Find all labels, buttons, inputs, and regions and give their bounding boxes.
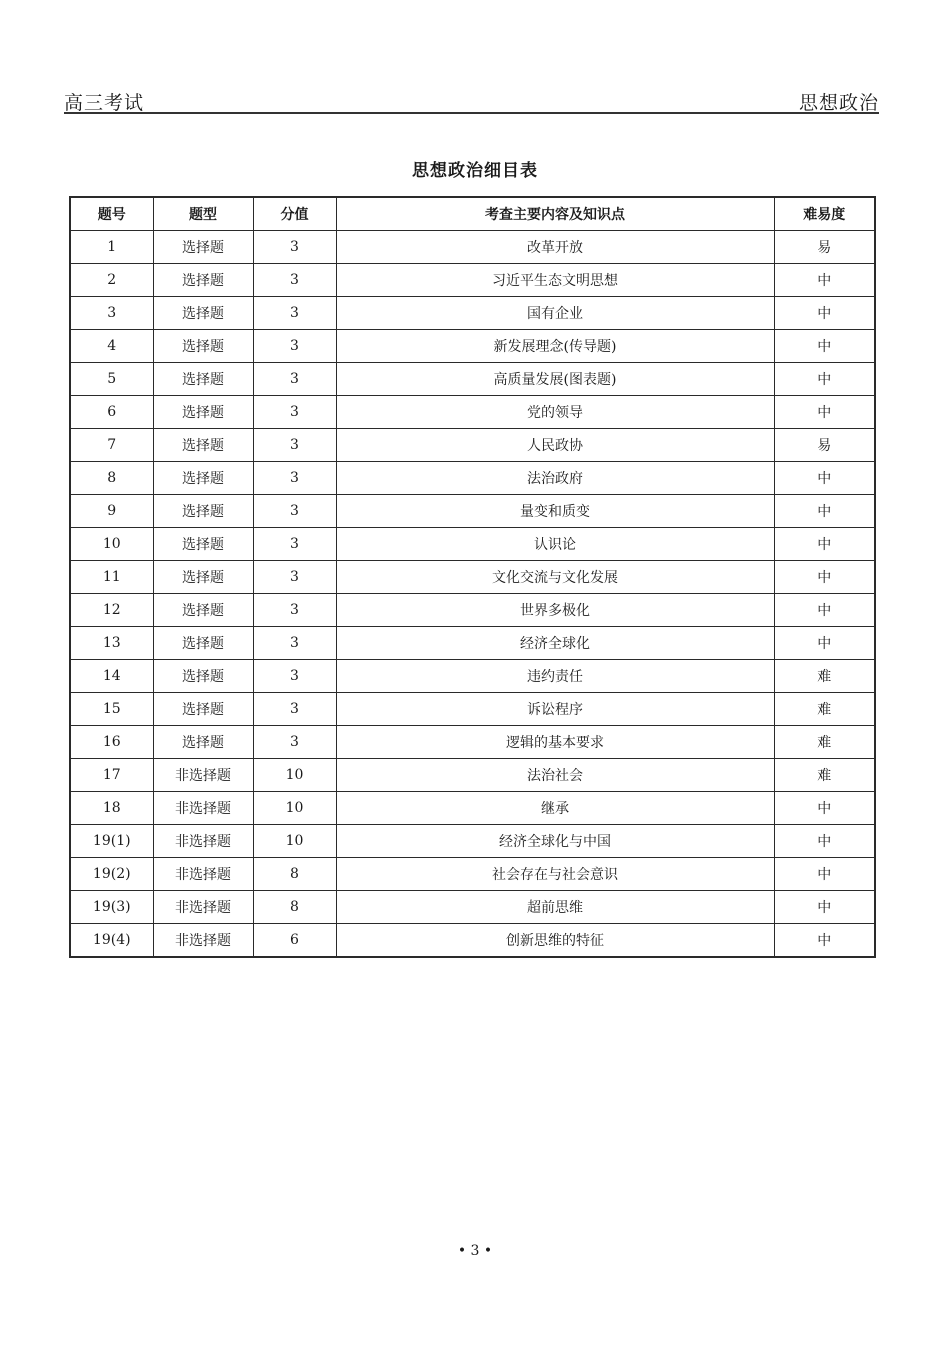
score-cell: 3 <box>253 660 336 693</box>
content-cell: 超前思维 <box>336 891 774 924</box>
content-cell: 改革开放 <box>336 231 774 264</box>
table-row <box>70 825 875 858</box>
question-number-cell: 8 <box>70 462 153 495</box>
difficulty-cell: 中 <box>774 627 875 660</box>
table-row <box>70 660 875 693</box>
content-cell: 法治政府 <box>336 462 774 495</box>
question-number-cell: 10 <box>70 528 153 561</box>
question-number-cell: 17 <box>70 759 153 792</box>
question-number-cell: 5 <box>70 363 153 396</box>
table-row <box>70 495 875 528</box>
table-body <box>70 231 875 958</box>
table-row <box>70 297 875 330</box>
question-number-cell: 12 <box>70 594 153 627</box>
table-row <box>70 924 875 958</box>
difficulty-cell: 中 <box>774 528 875 561</box>
difficulty-cell: 中 <box>774 561 875 594</box>
score-cell: 8 <box>253 858 336 891</box>
page-number: • 3 • <box>457 1243 493 1259</box>
question-type-cell: 非选择题 <box>153 825 253 858</box>
table-row <box>70 693 875 726</box>
content-cell: 习近平生态文明思想 <box>336 264 774 297</box>
question-type-cell: 选择题 <box>153 462 253 495</box>
question-number-cell: 16 <box>70 726 153 759</box>
content-cell: 逻辑的基本要求 <box>336 726 774 759</box>
difficulty-cell: 中 <box>774 594 875 627</box>
column-header-question-number: 题号 <box>70 197 153 231</box>
question-number-cell: 19(4) <box>70 924 153 958</box>
table-row <box>70 330 875 363</box>
detail-table <box>69 196 876 958</box>
question-type-cell: 选择题 <box>153 561 253 594</box>
score-cell: 3 <box>253 231 336 264</box>
score-cell: 10 <box>253 825 336 858</box>
question-type-cell: 选择题 <box>153 231 253 264</box>
content-cell: 量变和质变 <box>336 495 774 528</box>
difficulty-cell: 中 <box>774 495 875 528</box>
question-number-cell: 2 <box>70 264 153 297</box>
difficulty-cell: 中 <box>774 858 875 891</box>
exam-name: 高三考试 <box>64 92 145 114</box>
score-cell: 8 <box>253 891 336 924</box>
question-type-cell: 选择题 <box>153 297 253 330</box>
score-cell: 10 <box>253 759 336 792</box>
table-row <box>70 594 875 627</box>
question-number-cell: 1 <box>70 231 153 264</box>
column-header-content: 考查主要内容及知识点 <box>336 197 774 231</box>
question-number-cell: 4 <box>70 330 153 363</box>
question-number-cell: 11 <box>70 561 153 594</box>
content-cell: 世界多极化 <box>336 594 774 627</box>
table-row <box>70 561 875 594</box>
score-cell: 3 <box>253 561 336 594</box>
content-cell: 违约责任 <box>336 660 774 693</box>
column-header-score: 分值 <box>253 197 336 231</box>
content-cell: 人民政协 <box>336 429 774 462</box>
question-number-cell: 15 <box>70 693 153 726</box>
column-header-difficulty: 难易度 <box>774 197 875 231</box>
content-cell: 诉讼程序 <box>336 693 774 726</box>
question-type-cell: 非选择题 <box>153 891 253 924</box>
difficulty-cell: 中 <box>774 924 875 958</box>
question-type-cell: 选择题 <box>153 660 253 693</box>
question-number-cell: 19(2) <box>70 858 153 891</box>
question-number-cell: 6 <box>70 396 153 429</box>
question-type-cell: 选择题 <box>153 495 253 528</box>
question-number-cell: 9 <box>70 495 153 528</box>
table-row <box>70 462 875 495</box>
score-cell: 3 <box>253 297 336 330</box>
difficulty-cell: 中 <box>774 264 875 297</box>
table-row <box>70 792 875 825</box>
difficulty-cell: 中 <box>774 396 875 429</box>
difficulty-cell: 易 <box>774 429 875 462</box>
table-row <box>70 396 875 429</box>
score-cell: 6 <box>253 924 336 958</box>
score-cell: 3 <box>253 396 336 429</box>
column-header-question-type: 题型 <box>153 197 253 231</box>
difficulty-cell: 难 <box>774 660 875 693</box>
table-row <box>70 363 875 396</box>
difficulty-cell: 中 <box>774 792 875 825</box>
content-cell: 高质量发展(图表题) <box>336 363 774 396</box>
table-row <box>70 759 875 792</box>
difficulty-cell: 难 <box>774 726 875 759</box>
question-type-cell: 选择题 <box>153 363 253 396</box>
difficulty-cell: 中 <box>774 891 875 924</box>
difficulty-cell: 中 <box>774 825 875 858</box>
question-number-cell: 14 <box>70 660 153 693</box>
question-type-cell: 选择题 <box>153 726 253 759</box>
table-row <box>70 264 875 297</box>
question-number-cell: 19(1) <box>70 825 153 858</box>
document-title: 思想政治细目表 <box>412 161 538 181</box>
difficulty-cell: 中 <box>774 462 875 495</box>
table-row <box>70 231 875 264</box>
question-type-cell: 非选择题 <box>153 924 253 958</box>
difficulty-cell: 中 <box>774 297 875 330</box>
table-row <box>70 891 875 924</box>
score-cell: 3 <box>253 363 336 396</box>
difficulty-cell: 中 <box>774 363 875 396</box>
difficulty-cell: 易 <box>774 231 875 264</box>
content-cell: 国有企业 <box>336 297 774 330</box>
question-number-cell: 3 <box>70 297 153 330</box>
content-cell: 法治社会 <box>336 759 774 792</box>
content-cell: 文化交流与文化发展 <box>336 561 774 594</box>
score-cell: 3 <box>253 429 336 462</box>
question-type-cell: 选择题 <box>153 396 253 429</box>
question-number-cell: 7 <box>70 429 153 462</box>
table-header-row <box>70 197 875 231</box>
question-type-cell: 选择题 <box>153 264 253 297</box>
content-cell: 继承 <box>336 792 774 825</box>
page-header <box>64 86 879 114</box>
score-cell: 3 <box>253 627 336 660</box>
content-cell: 认识论 <box>336 528 774 561</box>
table-row <box>70 528 875 561</box>
question-type-cell: 选择题 <box>153 594 253 627</box>
content-cell: 社会存在与社会意识 <box>336 858 774 891</box>
score-cell: 3 <box>253 726 336 759</box>
score-cell: 3 <box>253 462 336 495</box>
score-cell: 3 <box>253 495 336 528</box>
question-type-cell: 选择题 <box>153 330 253 363</box>
content-cell: 经济全球化与中国 <box>336 825 774 858</box>
difficulty-cell: 中 <box>774 330 875 363</box>
question-type-cell: 非选择题 <box>153 858 253 891</box>
content-cell: 新发展理念(传导题) <box>336 330 774 363</box>
score-cell: 10 <box>253 792 336 825</box>
score-cell: 3 <box>253 330 336 363</box>
question-type-cell: 选择题 <box>153 627 253 660</box>
content-cell: 创新思维的特征 <box>336 924 774 958</box>
question-type-cell: 选择题 <box>153 693 253 726</box>
question-number-cell: 19(3) <box>70 891 153 924</box>
subject-name: 思想政治 <box>798 92 879 114</box>
question-number-cell: 13 <box>70 627 153 660</box>
question-type-cell: 非选择题 <box>153 792 253 825</box>
table-row <box>70 627 875 660</box>
question-type-cell: 选择题 <box>153 429 253 462</box>
question-number-cell: 18 <box>70 792 153 825</box>
difficulty-cell: 难 <box>774 693 875 726</box>
table-row <box>70 726 875 759</box>
difficulty-cell: 难 <box>774 759 875 792</box>
content-cell: 党的领导 <box>336 396 774 429</box>
table-row <box>70 429 875 462</box>
content-cell: 经济全球化 <box>336 627 774 660</box>
score-cell: 3 <box>253 594 336 627</box>
score-cell: 3 <box>253 264 336 297</box>
score-cell: 3 <box>253 528 336 561</box>
question-type-cell: 选择题 <box>153 528 253 561</box>
score-cell: 3 <box>253 693 336 726</box>
table-row <box>70 858 875 891</box>
question-type-cell: 非选择题 <box>153 759 253 792</box>
